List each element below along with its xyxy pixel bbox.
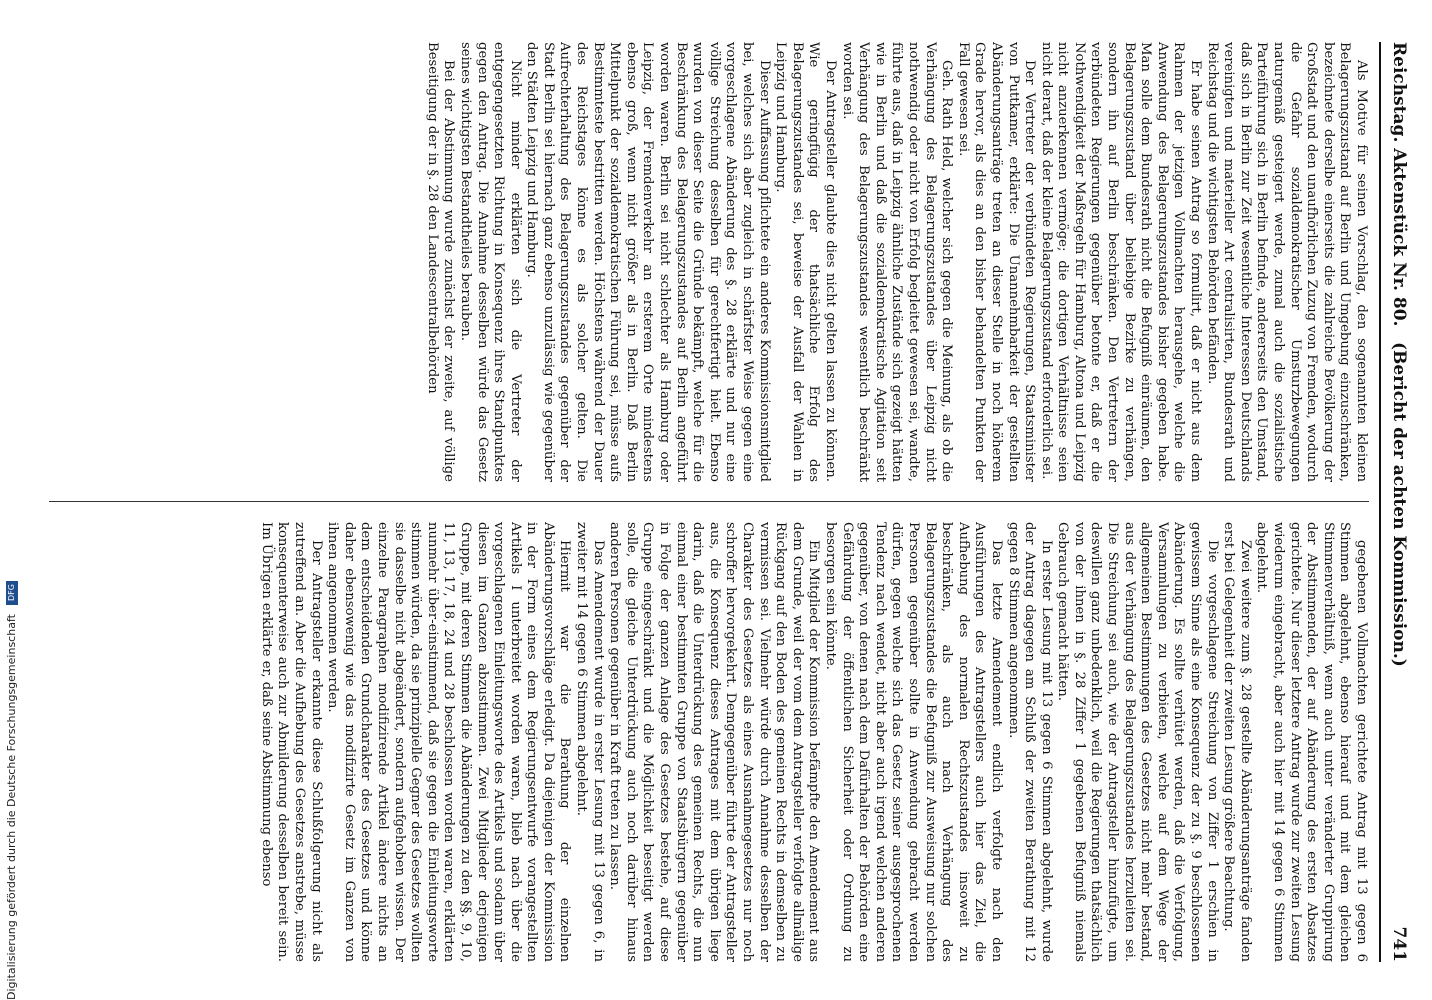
dfg-logo: DFG (6, 581, 18, 605)
paragraph: Dieser Auffassung pflichtete ein anderes Kommissionsmitglied bei, welches sich aber zugleich in schärfster Weise gegen eine vorgeschlagene Abänderung des §. 28 erklärte und nur eine völlige Streichung desselben für gerechtfertigt hielt. Ebenso wurden von dieser Seite die Gründe bekämpft, welche für die Beschränkung des Belagerungszustandes auf Berlin angeführt worden waren. Berlin sei nicht schlechter als Hamburg oder Leipzig, der Fremdenverkehr an ersterem Orte mindestens ebenso groß, wenn nicht größer als in Berlin. Daß Berlin Mittelpunkt der sozialdemokratischen Führung sei, müsse aufs Bestimmteste bestritten werden. Höchstens während der Dauer des Reichstages könne es als solcher gelten. Die Aufrechterhaltung des Belagerungszustandes gegenüber der Stadt Berlin sei hiernach ganz ebenso unzulässig wie gegenüber den Städten Leipzig und Hamburg. (524, 42, 772, 482)
paragraph: Nicht minder erklärten sich die Vertreter der entgegengesetzten Richtung in Konsequenz ihres Standpunktes gegen den Antrag. Die Annahme desselben würde das Gesetz seines wichtigsten Bestandtheiles berauben. (457, 42, 523, 482)
paragraph: Ein Mitglied der Kommission befämpfte den Amendement aus dem Grunde, weil der vom dem Antragsteller verfolgte allmälige Rückgang auf den Boden des gemeinen Rechts in demselben zu vermissen sei. Vielmehr würde durch Annahme desselben der Charakter des Gesetzes als eines Ausnahmegesetzes nur noch schroffer hervorgekehrt. Demgegenüber führte der Antragsteller aus, die Konsequenz dieses Antrages mit dem übrigen liege darin, daß die Unterdrückung des gemeinen Rechts, die nun einmal einer bestimmten Gruppe von Staatsbürgern gegenüber in Folge der ganzen Anlage des Gesetzes bestehe, auf diese Gruppe eingeschränkt und die Möglichkeit beseitigt werden solle, die gleiche Unterdrückung auch noch darüber hinaus anderen Personen gegenüber in Kraft treten zu lassen. (607, 522, 822, 962)
paragraph: Geh. Rath Held, welcher sich gegen die Meinung, als ob die Verhängung des Belagerungszustandes über Leipzig nicht nothwendig oder nicht von Erfolg begleitet gewesen sei, wandte, führte aus, daß in Leipzig ähnliche Zustände sich gezeigt hätten wie in Berlin und daß die sozialdemokratische Agitation seit Verhängung des Belagerungszustandes wesentlich beschränkt worden sei. (839, 42, 955, 482)
paragraph: Der Antragsteller erkannte diese Schlußfolgerung nicht als zutreffend an. Aber die Aufhebung des Gesetzes anstrebe, müsse konsequenterweise auch zur Abmilderung desselben bereit sein. Im Übrigen erklärte er, daß seine Abstimmung ebenso (258, 522, 324, 962)
credit-text: Digitalisierung gefördert durch die Deutsche Forschungsgemeinschaft (5, 614, 18, 1000)
text-column-right (39, 522, 1369, 962)
paragraph: Bei der Abstimmung wurde zunächst der zweite, auf völlige Beseitigung der in §. 28 den Landescentralbehörden (424, 42, 457, 482)
paragraph: Zwei weitere zum §. 28 gestellte Abänderungsanträge fanden erst bei Gelegenheit der zweiten Lesung größere Beachtung. (1221, 522, 1253, 962)
running-head-center: (Bericht der achten Kommission.) (1389, 342, 1409, 667)
paragraph: gegebenen Vollmachten gerichtete Antrag mit 13 gegen 6 Stimmen abgelehnt, ebenso hierauf und mit dem gleichen Stimmenverhältniß, wenn auch unter veränderter Gruppirung der Abstimmenden, der auf Abänderung des ersten Absatzes gerichtete. Nur dieser letztere Antrag wurde zur zweiten Lesung wiederum eingebracht, aber auch hier mit 14 gegen 6 Stimmen abgelehnt. (1254, 522, 1369, 962)
paragraph: Als Motive für seinen Vorschlag, den sogenannten kleinen Belagerungszustand auf Berlin und Umgebung einzuschränken, bezeichnete derselbe einerseits die zahlreiche Bevölkerung der Großstadt und den unaufhörlichen Zuzug von Fremden, wodurch die Gefahr sozialdemokratischer Umsturzbewegungen naturgemäß gesteigert werde, zumal auch die sozialistische Parteiführung sich in Berlin befinde, andererseits den Umstand, daß sich in Berlin zur Zeit wesentliche Interessen Deutschlands vereinigten und materieller Art centralisirten, Bundesrath und Reichstag und die wichtigsten Behörden befänden. (1204, 42, 1369, 482)
text-column-left (39, 42, 1369, 482)
paragraph: Der Vertreter der verbündeten Regierungen, Staatsminister von Puttkamer, erklärte: Die Unannehmbarkeit der gestellten Abänderungsanträge treten an dieser Stelle in noch höherem Grade hervor, als dies an den bisher behandelten Punkten der Fall gewesen sei. (955, 42, 1038, 482)
paragraph: Das letzte Amendement endlich verfolgte nach den Ausführungen des Antragstellers auch hier das Ziel, die Aufhebung des normalen Rechtszustandes insoweit zu beschränken, als auch nach Verhängung des Belagerungszustandes die Befugniß zur Ausweisung nur solchen Personen gegenüber sollte in Anwendung gebracht werden dürfen, gegen welche sich das Gesetz seiner ausgesprochenen Tendenz nach wendet, nicht aber auch irgend welchen anderen gegenüber, von denen nach dem Dafürhalten der Behörden eine Gefährdung der öffentlichen Sicherheit oder Ordnung zu besorgen sein könnte. (823, 522, 1004, 962)
running-head-left: Reichstag. Aktenstück Nr. 80. (1389, 42, 1409, 327)
paragraph: Die vorgeschlagene Streichung von Ziffer 1 erschien in gewissem Sinne als eine Konsequenz der zu §. 9 beschlossenen Abänderung. Es sollte verhütet werden, daß die Verfolgung, Versammlungen zu verbieten, welche auf dem Wege der allgemeinen Bestimmungen des Gesetzes nicht mehr bestand, aus der Verhängung des Belagerungszustandes herzuleiten sei. Die Streichung sei auch, wie der Antragsteller hinzufügte, um deswillen ganz unbedenklich, weil die Regierungen thatsächlich von der ihnen in §. 28 Ziffer 1 gegebenen Befugniß niemals Gebrauch gemacht hätten. (1055, 522, 1220, 962)
paragraph: Er habe seinen Antrag so formulirt, daß er nicht aus dem Rahmen der jetzigen Vollmachten herausgehe, welche die Anwendung des Belagerungszustandes bisher gegeben habe. Man solle dem Bundesrath nicht die Befugniß einräumen, den Belagerungszustand über beliebige Bezirke zu verhängen, sondern ihn auf Berlin beschränken. Den Vertretern der verbündeten Regierungen gegenüber betonte er, daß er die Nothwendigkeit der Maßregeln für Hamburg, Altona und Leipzig nicht anzuerkennen vermöge; die dortigen Verhältnisse seien nicht derart, daß der kleine Belagerungszustand erforderlich sei. (1038, 42, 1204, 482)
paragraph: In erster Lesung mit 13 gegen 6 Stimmen abgelehnt, wurde der Antrag dagegen am Schluß der zweiten Berathung mit 12 gegen 8 Stimmen angenommen. (1005, 522, 1054, 962)
page-number: 741 (1389, 926, 1409, 962)
scanned-page (27, 22, 1417, 982)
paragraph: Der Antragsteller glaubte dies nicht gelten lassen zu können. Wie geringfügig der thatsächliche Erfolg des Belagerungszustandes sei, beweise der Ausfall der Wahlen in Leipzig und Hamburg. (773, 42, 838, 482)
paragraph: Hiermit war die Berathung der einzelnen Abänderungsvorschläge erledigt. Da diejenigen der Kommission in der Form eines dem Regierungsentwurfe vorangestellten Artikels I unterbreitet worden waren, blieb nach über die vorgeschlagenen Einleitungsworte des Artikels und sodann über diesen im Ganzen abzustimmen. Zwei Mitglieder derjenigen Gruppe, mit deren Stimmen die Abänderungen zu den §§. 9, 10, 11, 13, 17, 18, 24 und 28 beschlossen worden waren, erklärten nunmehr über-einstimmend, daß sie gegen die Einleitungsworte stimmen würden, da sie prinzipielle Gegner des Gesetzes wollten sie dasselbe nicht abgeändert, sondern aufgehoben wissen. Der einzelne Paragraphen modifizirende Artikel ändere nichts an dem entscheidenden Grundcharakter des Gesetzes und könne daher ebensowenig wie das modifizirte Gesetz im Ganzen von ihnen angenommen werden. (325, 522, 573, 962)
digitization-credit (2, 0, 22, 1000)
page-header (1379, 42, 1417, 962)
paragraph: Das Amendement wurde in erster Lesung mit 13 gegen 6, in zweiter mit 14 gegen 6 Stimmen abgelehnt. (574, 522, 606, 962)
column-divider (49, 501, 1369, 502)
